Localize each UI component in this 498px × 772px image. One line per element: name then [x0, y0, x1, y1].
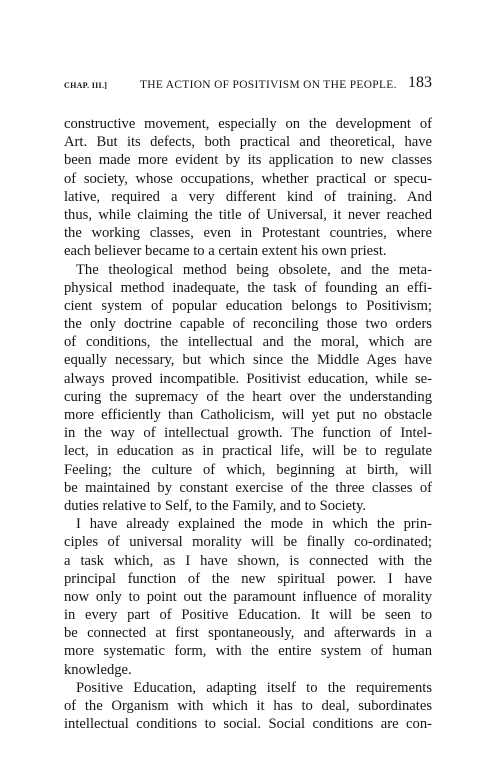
text-line: more systematic form, with the entire system of human — [64, 643, 432, 660]
text-line: a task which, as I have shown, is connected with the — [64, 552, 432, 569]
text-line: principal function of the new spiritual power. I have — [64, 570, 432, 587]
page-number: 183 — [408, 74, 432, 91]
chapter-label: CHAP. III.] — [64, 81, 108, 90]
text-line: more efficiently than Catholicism, will yet put no obstacle — [64, 407, 432, 423]
text-line: knowledge. — [64, 661, 132, 678]
text-line: The theological method being obsolete, and the meta- — [76, 261, 432, 278]
text-line: now only to point out the paramount influence of morality — [64, 588, 432, 605]
text-line: cient system of popular education belongs to Positivism; — [64, 297, 432, 314]
text-line: Art. But its defects, both practical and theoretical, have — [64, 134, 432, 151]
text-line: intellectual conditions to social. Social conditions are con- — [64, 716, 432, 733]
text-line: Positive Education, adapting itself to the requirements — [76, 679, 432, 696]
text-line: thus, while claiming the title of Universal, it never reached — [64, 206, 432, 223]
text-line: of conditions, the intellectual and the moral, which are — [64, 334, 432, 351]
text-line: duties relative to Self, to the Family, and to Society. — [64, 497, 367, 514]
text-line: each believer became to a certain extent his own priest. — [64, 243, 387, 260]
text-line: be connected at first spontaneously, and afterwards in a — [64, 625, 432, 642]
running-header — [64, 74, 432, 96]
text-line: lect, in education as in practical life, will be to regulate — [64, 443, 432, 460]
text-line: equally necessary, but which since the Middle Ages have — [64, 352, 432, 369]
text-line: lative, required a very different kind of training. And — [64, 188, 432, 205]
text-line: the working classes, even in Protestant countries, where — [64, 225, 432, 242]
text-line: of the Organism with which it has to deal, subordinates — [64, 698, 432, 714]
text-line: curing the supremacy of the heart over the understanding — [64, 388, 432, 405]
text-line: Feeling; the culture of which, beginning at birth, will — [64, 461, 432, 478]
text-line: the only doctrine capable of reconciling those two orders — [64, 316, 432, 333]
text-line: in the way of intellectual growth. The function of Intel- — [64, 425, 432, 442]
body-text — [64, 115, 432, 733]
text-line: always proved incompatible. Positivist education, while se- — [64, 370, 432, 387]
text-line: of society, whose occupations, whether practical or specu- — [64, 170, 432, 187]
text-line: be maintained by constant exercise of the three classes of — [64, 479, 432, 496]
text-line: been made more evident by its application to new classes — [64, 152, 432, 169]
text-line: in every part of Positive Education. It will be seen to — [64, 607, 432, 624]
text-line: ciples of universal morality will be finally co-ordinated; — [64, 534, 432, 551]
running-title: THE ACTION OF POSITIVISM ON THE PEOPLE. — [140, 79, 397, 91]
text-line: constructive movement, especially on the development of — [64, 116, 432, 132]
text-line: physical method inadequate, the task of founding an effi- — [64, 279, 432, 296]
text-line: I have already explained the mode in which the prin- — [76, 516, 432, 533]
